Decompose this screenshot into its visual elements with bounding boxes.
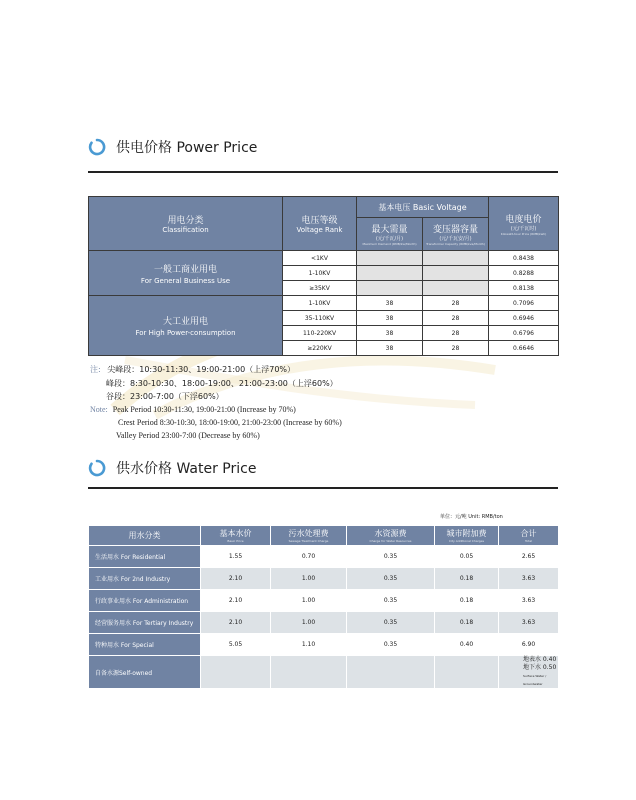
note-peak-zh: 注: 尖峰段：10:30-11:30、19:00-21:00（上浮70%） [90,365,296,374]
table-cell: 38 [357,296,423,311]
header-water-class: 用水分类 [89,526,201,546]
table-cell: 0.18 [435,590,499,612]
header-voltage-rank: 电压等级 Voltage Rank [283,197,357,251]
water-section-header [88,458,256,478]
table-cell: 28 [423,341,489,356]
header-transformer-capacity: 变压器容量 (元/千瓦安/月) Transformer Capacity (RMB/kva/Month) [423,218,489,251]
row-label: 特种用水 For Special [89,634,201,656]
table-cell: 1-10KV [283,296,357,311]
table-cell [423,266,489,281]
table-cell: 1.55 [201,546,271,568]
table-cell: 38 [357,326,423,341]
table-cell: 28 [423,326,489,341]
self-owned-total: 地表水 0.40 地下水 0.50 Surface Water / Groundwater [499,656,559,689]
table-cell: 0.6646 [489,341,559,356]
table-cell: 0.8288 [489,266,559,281]
table-cell: 0.05 [435,546,499,568]
header-resource-charge: 水资源费 Charge for Water Resources [347,526,435,546]
table-cell: 0.35 [347,612,435,634]
ring-icon [88,138,106,156]
table-cell [347,656,435,689]
table-cell: 38 [357,341,423,356]
table-cell: 3.63 [499,612,559,634]
table-cell: 28 [423,296,489,311]
table-cell [423,251,489,266]
row-label: 工业用水 For 2nd Industry [89,568,201,590]
table-cell: 0.6946 [489,311,559,326]
table-cell: 1.00 [271,568,347,590]
note-crest-zh: 峰段：8:30-10:30、18:00-19:00、21:00-23:00（上浮60%） [106,379,338,388]
table-cell: 2.10 [201,568,271,590]
header-basic-price: 基本水价 Basic Price [201,526,271,546]
table-cell: 0.35 [347,634,435,656]
table-cell: 0.35 [347,546,435,568]
group-high-power: 大工业用电 For High Power-consumption [89,296,283,356]
table-cell: ≥220KV [283,341,357,356]
group-general-business: 一般工商业用电 For General Business Use [89,251,283,296]
table-cell: 1.10 [271,634,347,656]
table-cell: 0.70 [271,546,347,568]
water-price-table [88,525,559,689]
table-cell: ≥35KV [283,281,357,296]
power-divider [88,171,558,173]
table-cell: 0.40 [435,634,499,656]
table-cell: 0.18 [435,612,499,634]
table-cell [201,656,271,689]
row-label: 经营服务用水 For Tertiary Industry [89,612,201,634]
table-cell [423,281,489,296]
table-cell: 35-110KV [283,311,357,326]
table-cell: 5.05 [201,634,271,656]
row-label: 行政事业用水 For Administration [89,590,201,612]
power-price-table [88,196,559,356]
table-cell: 110-220KV [283,326,357,341]
table-cell [271,656,347,689]
header-kwh-price: 电度电价 (元/千瓦时) Kilowatt-hour Price (RMB/kwh) [489,197,559,251]
note-valley-zh: 谷段：23:00-7:00（下浮60%） [106,392,224,401]
header-city-charge: 城市附加费 City Additional Charges [435,526,499,546]
row-label: 生活用水 For Residential [89,546,201,568]
header-classification: 用电分类 Classification [89,197,283,251]
header-total: 合计 Total [499,526,559,546]
table-cell: 1-10KV [283,266,357,281]
table-cell: 0.7096 [489,296,559,311]
note-crest-en: Crest Period 8:30-10:30, 18:00-19:00, 21:00-23:00 (Increase by 60%) [118,418,342,427]
water-unit-label: 单位：元/吨 Unit: RMB/ton [440,514,503,520]
water-divider [88,487,558,489]
table-cell: 0.6796 [489,326,559,341]
table-cell: 0.8438 [489,251,559,266]
table-cell: 1.00 [271,612,347,634]
table-cell: 28 [423,311,489,326]
row-label: 自备水源Self-owned [89,656,201,689]
table-cell: 3.63 [499,590,559,612]
table-cell: 0.8138 [489,281,559,296]
ring-icon [88,459,106,477]
table-cell: 6.90 [499,634,559,656]
table-cell: 3.63 [499,568,559,590]
table-cell: 2.65 [499,546,559,568]
header-sewage-charge: 污水处理费 Sewage Treatment Charge [271,526,347,546]
table-cell: 0.18 [435,568,499,590]
table-cell [357,281,423,296]
table-cell: 2.10 [201,590,271,612]
table-cell: <1KV [283,251,357,266]
note-peak-en: Note: Peak Period 10:30-11:30, 19:00-21:00 (Increase by 70%) [90,405,296,414]
table-cell: 1.00 [271,590,347,612]
power-section-header [88,137,257,157]
header-max-demand: 最大需量 (元/千瓦/月) Maximum Demand (RMB/kw/Month) [357,218,423,251]
header-basic-voltage: 基本电压 Basic Voltage [357,197,489,218]
table-cell: 0.35 [347,590,435,612]
table-cell: 0.35 [347,568,435,590]
table-cell: 2.10 [201,612,271,634]
power-title: 供电价格 Power Price [116,140,258,156]
note-valley-en: Valley Period 23:00-7:00 (Decrease by 60%) [116,431,260,440]
table-cell: 38 [357,311,423,326]
table-cell [435,656,499,689]
water-title: 供水价格 Water Price [116,461,257,477]
table-cell [357,251,423,266]
table-cell [357,266,423,281]
